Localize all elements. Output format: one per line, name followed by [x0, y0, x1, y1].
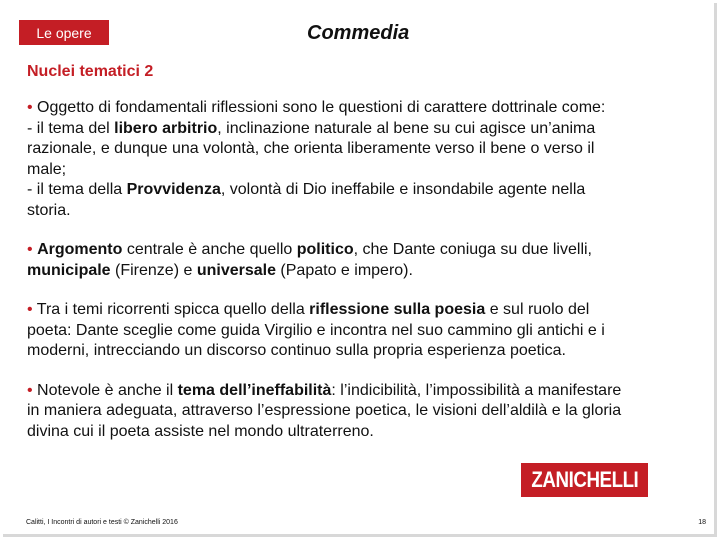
emphasis-politico: politico	[296, 241, 354, 258]
section-tag-label: Le opere	[36, 24, 92, 41]
text-span: , che Dante coniuga su due livelli,	[353, 241, 592, 258]
bullet-icon: •	[27, 301, 33, 318]
paragraph-dottrinale	[27, 98, 699, 221]
text-line: in maniera adeguata, attraverso l’espressione poetica, le visioni dell’aldilà e la gloria	[27, 402, 622, 419]
text-span: centrale è anche quello	[122, 241, 297, 258]
section-tag	[19, 20, 109, 45]
text-line	[27, 381, 699, 402]
emphasis-universale: universale	[196, 261, 276, 279]
zanichelli-logo	[521, 463, 648, 497]
text-line: moderni, intrecciando un discorso continuo sulla propria esperienza poetica.	[27, 342, 566, 359]
bullet-icon: •	[27, 381, 33, 399]
slide-title: Commedia	[307, 22, 410, 44]
text-span: - il tema del	[27, 119, 115, 137]
text-line	[27, 119, 699, 140]
text-span: (Papato e impero).	[275, 261, 413, 279]
paragraph-politico	[27, 240, 699, 281]
paragraph-ineffabilita	[27, 381, 699, 443]
footer-credit: Calitti, I Incontri di autori e testi © Zanichelli 2016	[26, 519, 178, 526]
emphasis-provvidenza: Provvidenza	[126, 181, 221, 198]
text-span: Tra i temi ricorrenti spicca quello della	[32, 301, 310, 318]
bullet-icon: •	[27, 99, 33, 116]
text-span: (Firenze) e	[110, 261, 197, 279]
text-line	[27, 180, 699, 201]
text-line: divina cui il poeta assiste nel mondo ultraterreno.	[27, 422, 374, 440]
paragraph-poesia	[27, 300, 699, 362]
text-span: Notevole è anche il	[32, 381, 178, 399]
text-span: - il tema della	[27, 181, 127, 198]
text-line: razionale, e dunque una volontà, che orienta liberamente verso il bene o verso il	[27, 140, 595, 157]
text-span: Oggetto di fondamentali riflessioni sono le questioni di carattere dottrinale come:	[32, 99, 606, 116]
logo-text: ZANICHELLI	[531, 467, 638, 492]
text-line	[27, 98, 699, 119]
text-span: , volontà di Dio ineffabile e insondabile agente nella	[220, 181, 586, 198]
bullet-icon: •	[27, 241, 33, 258]
emphasis-municipale: municipale	[27, 261, 111, 279]
text-line	[27, 300, 699, 321]
text-line	[27, 261, 699, 282]
emphasis-libero-arbitrio: libero arbitrio	[114, 119, 218, 137]
text-line: storia.	[27, 201, 71, 219]
text-line: male;	[27, 160, 67, 178]
emphasis-argomento: Argomento	[37, 241, 123, 258]
text-span: , inclinazione naturale al bene su cui agisce un’anima	[217, 119, 596, 137]
emphasis-ineffabilita: tema dell’ineffabilità	[177, 381, 332, 399]
text-span: e sul ruolo del	[485, 301, 590, 318]
text-span: : l’indicibilità, l’impossibilità a manifestare	[331, 381, 622, 399]
slide-subtitle: Nuclei tematici 2	[27, 63, 154, 80]
emphasis-riflessione-poesia: riflessione sulla poesia	[309, 301, 486, 318]
body-text	[27, 98, 699, 461]
page-number: 18	[698, 519, 706, 526]
text-line	[27, 240, 699, 261]
text-line: poeta: Dante sceglie come guida Virgilio e incontra nel suo cammino gli antichi e i	[27, 321, 605, 339]
